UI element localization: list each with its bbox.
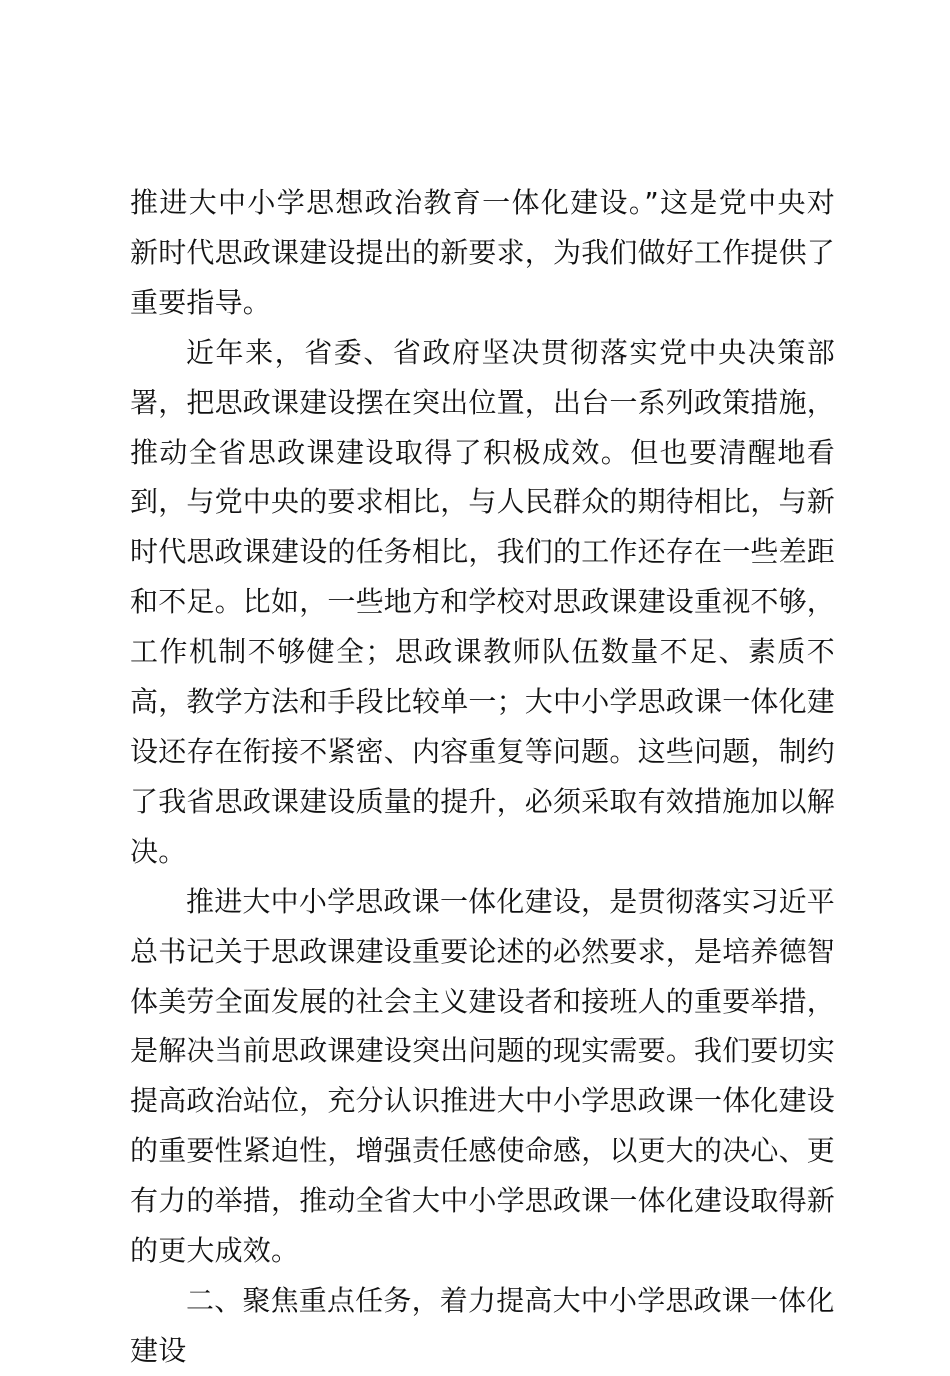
- paragraph-continued-quote: 推进大中小学思想政治教育一体化建设。”这是党中央对新时代思政课建设提出的新要求，为我们做好工作提供了重要指导。: [130, 186, 836, 319]
- paragraph-recent-progress: 近年来，省委、省政府坚决贯彻落实党中央决策部署，把思政课建设摆在突出位置，出台一系列政策措施，推动全省思政课建设取得了积极成效。但也要清醒地看到，与党中央的要求相比，与人民群众的期待相比，与新时代思政课建设的任务相比，我们的工作还存在一些差距和不足。比如，一些地方和学校对思政课建设重视不够，工作机制不够健全；思政课教师队伍数量不足、素质不高，教学方法和手段比较单一；大中小学思政课一体化建设还存在衔接不紧密、内容重复等问题。这些问题，制约了我省思政课建设质量的提升，必须采取有效措施加以解决。: [130, 335, 836, 868]
- paragraph-importance: 推进大中小学思政课一体化建设，是贯彻落实习近平总书记关于思政课建设重要论述的必然要求，是培养德智体美劳全面发展的社会主义建设者和接班人的重要举措，是解决当前思政课建设突出问题的现实需要。我们要切实提高政治站位，充分认识推进大中小学思政课一体化建设的重要性紧迫性，增强责任感使命感，以更大的决心、更有力的举措，推动全省大中小学思政课一体化建设取得新的更大成效。: [130, 884, 836, 1268]
- section-heading: 二、聚焦重点任务，着力提高大中小学思政课一体化建设: [130, 1283, 835, 1367]
- document-body: [130, 178, 835, 1376]
